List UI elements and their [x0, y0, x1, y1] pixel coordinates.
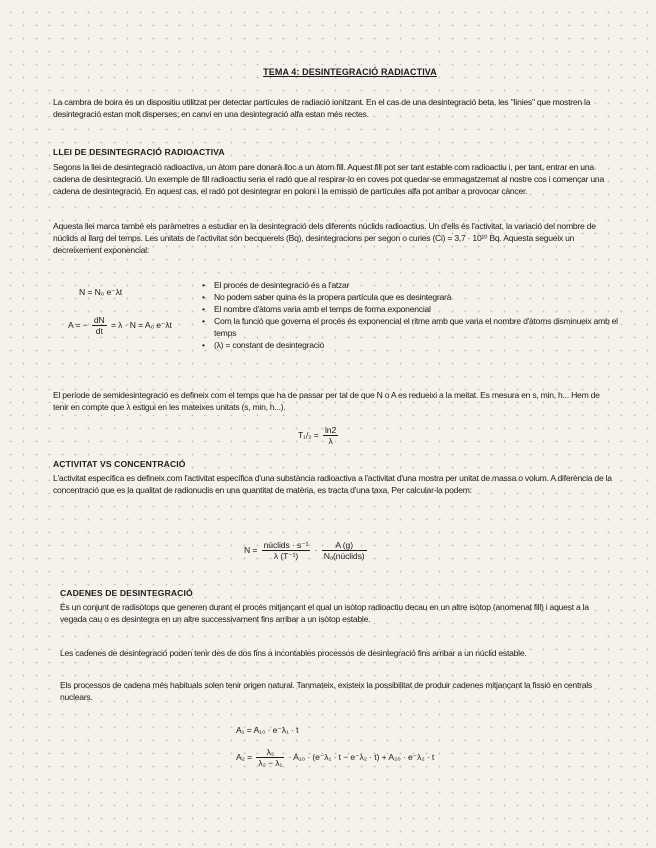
activity-formula-lhs: A = − [68, 319, 88, 330]
chains-paragraph-1: És un conjunt de radisòtops que generen durant el procés mitjançant el qual un isòtop radioactiu decau en un altre isòtop (anomenat fill) i aquest a la vegada cau o es desintegra en un altre successivament fins arribar a un isòtop estable. [60, 602, 589, 624]
chains-paragraph-2: Les cadenes de desintegració poden tenir des de dos fins a incontables processos de desintegració fins arribar a un núclid estable. [60, 648, 527, 658]
nuclides-fraction-1-denominator: λ (T⁻¹) [273, 551, 299, 561]
chain-formula-2 [236, 747, 434, 768]
activity-paragraph: L'activitat específica es defineix com l'activitat específica d'una substància radioactiva a l'activitat d'una mostra per unitat de massa o volum. A diferència de la concentració que es la qualitat de radionuclis en una quantitat de matèria, es tracta d'una taxa. Per calcular-la podem: [53, 473, 612, 495]
decay-properties-list [202, 279, 622, 351]
nuclides-fraction-2-denominator: Nₐ(núclids) [323, 551, 365, 561]
nuclides-fraction-1-numerator: núclids · s⁻¹ [263, 540, 309, 550]
document-title: TEMA 4: DESINTEGRACIÓ RADIACTIVA [263, 67, 437, 77]
nuclides-fraction-1 [262, 540, 311, 561]
nuclides-fraction-2 [322, 540, 367, 561]
chain-formula-2-lhs: A₂ = [236, 751, 253, 762]
chain-formula-1: A₁ = A₁₀ · e⁻λ₁ · t [236, 725, 299, 735]
list-item: • No podem saber quina és la propera partícula que es desintegrarà [202, 291, 622, 303]
activity-formula-rhs: = λ · N = A₀ e⁻λt [110, 319, 172, 330]
list-item: • El nombre d'àtoms varia amb el temps de forma exponencial [202, 303, 622, 315]
chains-paragraph-3: Els processos de cadena més habituals solen tenir origen natural. Tanmateix, existeix la possibilitat de produir cadenes mitjançant la fissió en centrals nuclears. [60, 680, 592, 702]
law-paragraph-2: Aquesta llei marca també els paràmetres a estudiar en la desintegració dels diferents núclids radioactius. Un d'ells és l'activitat, la variació del nombre de núclids al llarg del temps. Les unitats de l'activitat són becquerels (Bq), desintegracions per segon o curies (Ci) = 3,7 · 10¹⁰ Bq. Aquesta segueix un decreixement exponencial: [53, 221, 596, 255]
activity-fraction [92, 315, 107, 336]
list-item: • (λ) = constant de desintegració [202, 339, 622, 351]
half-life-fraction-numerator: ln2 [324, 425, 337, 435]
activity-formula [68, 315, 172, 336]
chain-formula-2-numerator: λ₂ [256, 747, 284, 758]
list-item: • El procés de desintegració és a l'atzar [202, 279, 622, 291]
half-life-fraction-denominator: λ [328, 436, 333, 446]
law-paragraph-1: Segons la llei de desintegració radioactiva, un àtom pare donarà lloc a un àtom fill. Aquest fill pot ser tant estable com radioactiu i, per tant, entrar en una cadena de desintegració. Un exemple de fill radioactiu seria el radó que al respirar-lo en coves pot quedar-se emmagatzemat al nostre cos i començar una cadena de desintegració. En aquest cas, el radó pot desintegrar en poloni i la emissió de partícules alfa pot arribar a provocar càncer. [53, 162, 604, 196]
chain-formula-2-denominator: λ₂ − λ₁ [258, 758, 283, 768]
nuclides-formula-lhs: N = [244, 544, 258, 555]
half-life-paragraph: El període de semidesintegració es defineix com el temps que ha de passar per tal de que N o A es redueixi a la meitat. Es mesura en s, min, h... Hem de tenir en compte que λ estigui en les mateixes unitats (s, min, h...). [53, 390, 600, 412]
intro-paragraph: La cambra de boira és un dispositiu utilitzat per detectar partícules de radiació ionitzant. En el cas de una desintegració beta, les "línies" que mostren la desintegració estan molt disperses; en canvi en una desintegració alfa estan més rectes. [53, 97, 591, 119]
nuclides-formula [244, 540, 369, 561]
half-life-fraction [323, 425, 338, 446]
chain-formula-2-rhs: · A₁₀ · (e⁻λ₁ · t − e⁻λ₂ · t) + A₂₀ · e⁻λ₂ · t [288, 751, 435, 762]
nuclides-fraction-2-numerator: A (g) [322, 540, 367, 551]
activity-fraction-numerator: dN [93, 315, 105, 325]
nuclides-formula-dot: · [314, 544, 318, 555]
decay-law-formula: N = N₀ e⁻λt [79, 287, 123, 297]
list-item: • Com la funció que governa el procés és exponencial el ritme amb que varia el nombre d'àtoms disminueix amb el temps [202, 315, 622, 339]
half-life-formula [298, 425, 340, 446]
chains-heading: CADENES DE DESINTEGRACIÓ [60, 588, 193, 598]
half-life-formula-lhs: T₁/₂ = [298, 429, 319, 440]
activity-fraction-denominator: dt [95, 326, 103, 336]
activity-heading: ACTIVITAT VS CONCENTRACIÓ [53, 459, 186, 469]
chain-formula-2-fraction [256, 747, 284, 768]
law-heading: LLEI DE DESINTEGRACIÓ RADIOACTIVA [53, 147, 225, 157]
